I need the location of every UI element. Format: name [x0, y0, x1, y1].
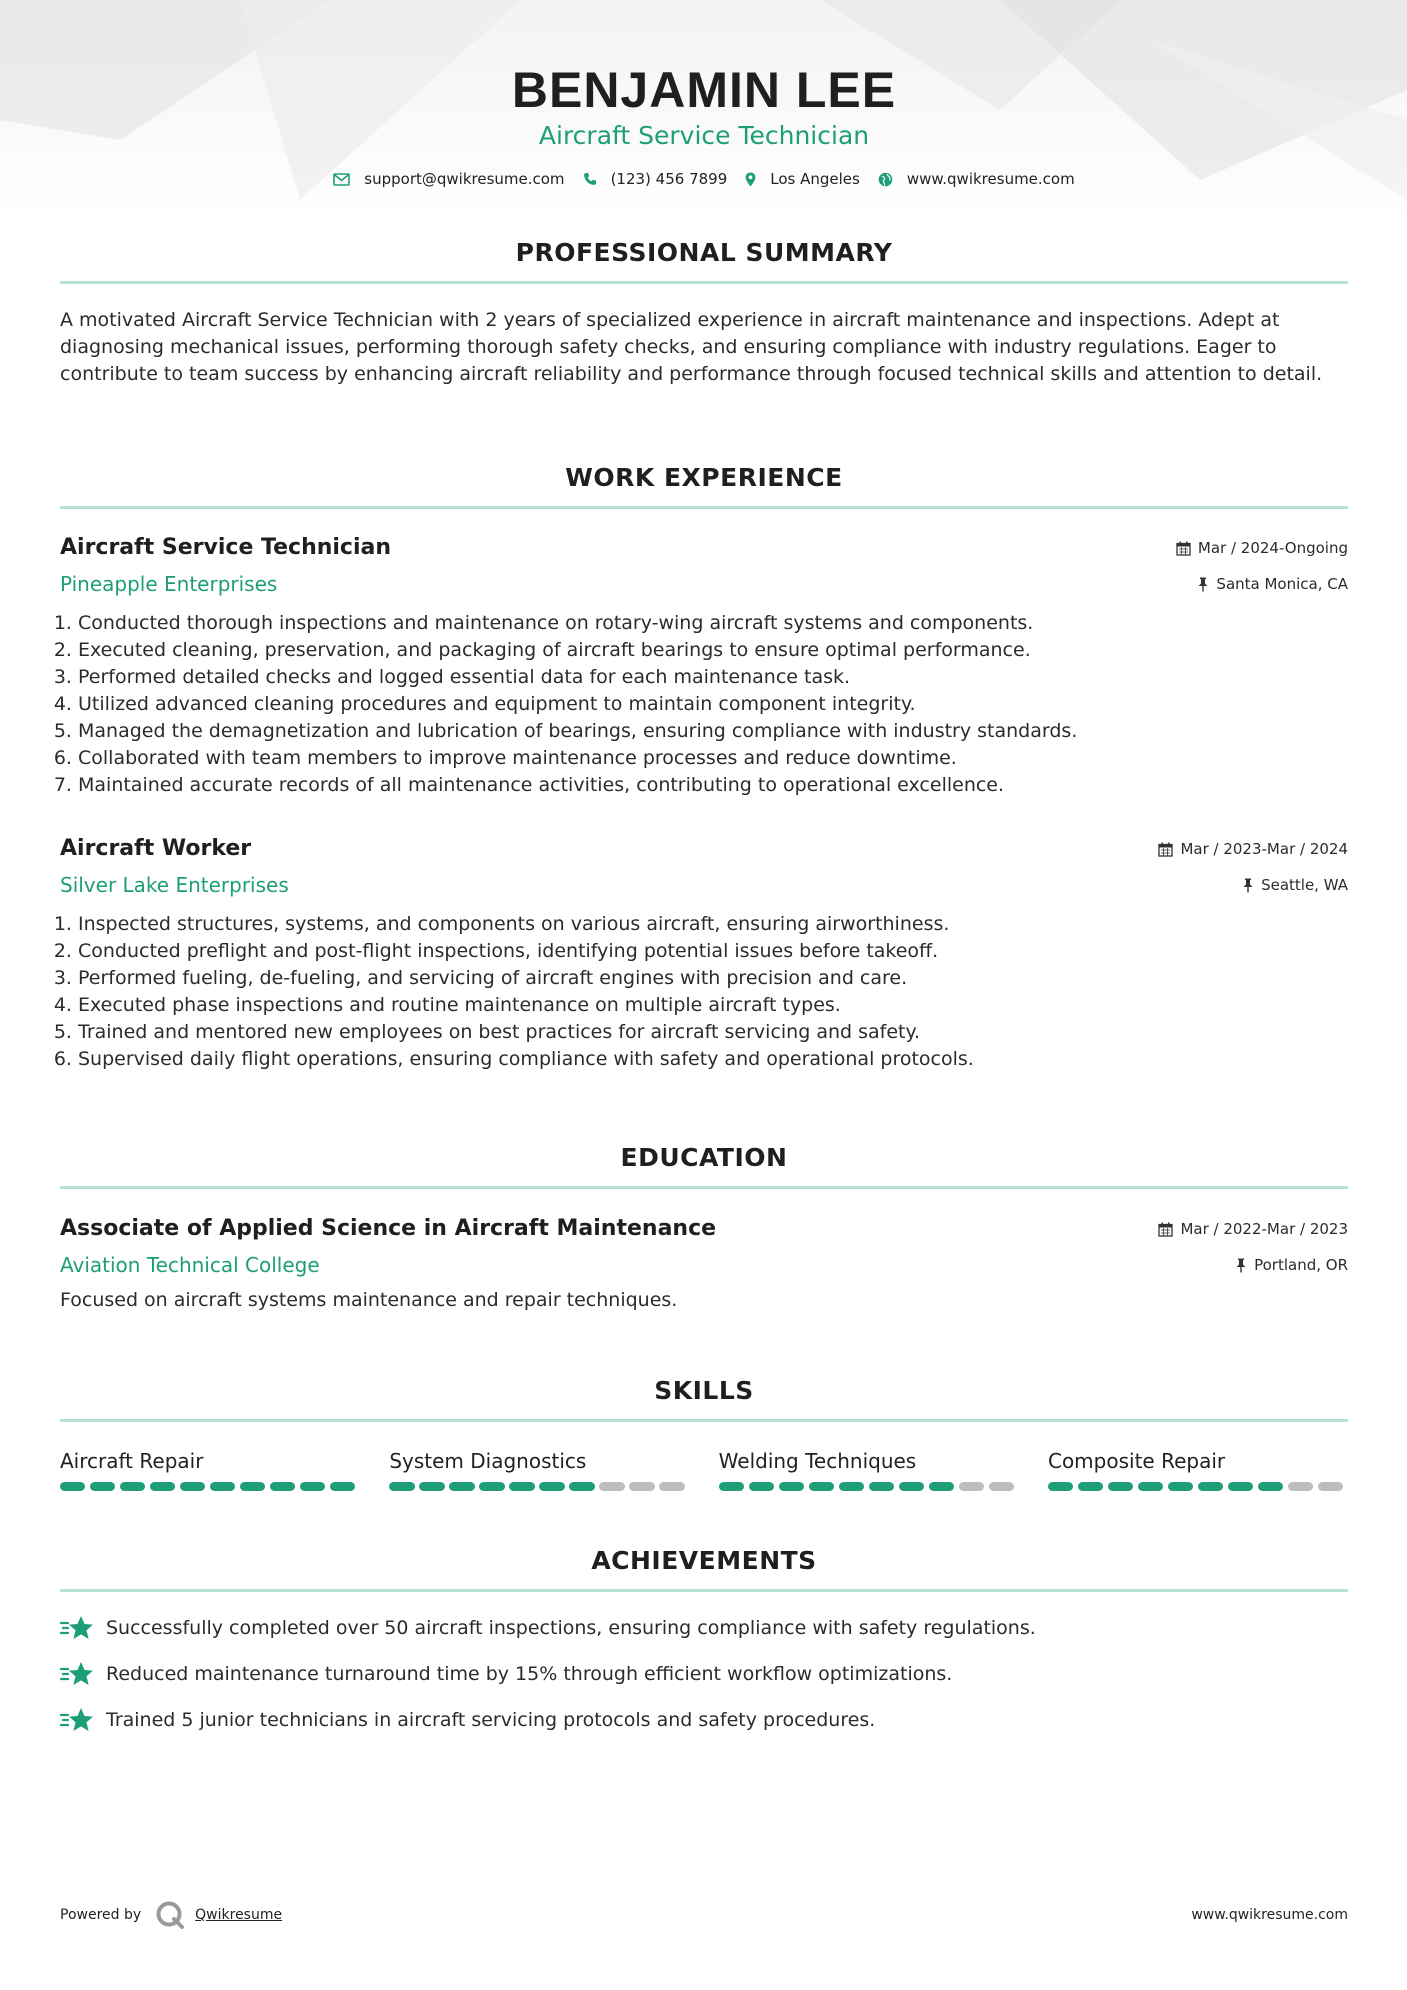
list-item: 6. Collaborated with team members to improve maintenance processes and reduce downtime. [78, 745, 1348, 772]
skill-dot [959, 1482, 984, 1491]
pushpin-icon [1235, 1258, 1247, 1273]
skill-item [60, 1448, 360, 1491]
education-dates-text: Mar / 2022-Mar / 2023 [1180, 1220, 1348, 1238]
job-location-text: Seattle, WA [1261, 876, 1348, 894]
skill-dot [809, 1482, 834, 1491]
skill-dot [1048, 1482, 1073, 1491]
school-name: Aviation Technical College [60, 1253, 320, 1277]
job-entry [60, 835, 1348, 1073]
achievement-text: Trained 5 junior technicians in aircraft servicing protocols and safety procedures. [106, 1708, 876, 1731]
star-icon [60, 1614, 94, 1642]
location-text: Los Angeles [770, 170, 860, 188]
summary-text: A motivated Aircraft Service Technician with 2 years of specialized experience in aircraft maintenance and inspections. Adept at diagnosing mechanical issues, performing thorough safety checks, and ensuring compliance with industry regulations. Eager to contribute to team success by enhancing aircraft reliability and performance through focused technical skills and attention to detail. [60, 309, 1323, 385]
skill-dot [1198, 1482, 1223, 1491]
section-divider [60, 1186, 1348, 1189]
calendar-icon [1158, 1222, 1173, 1237]
skill-dot [899, 1482, 924, 1491]
pushpin-icon [1242, 878, 1254, 893]
list-item: 1. Inspected structures, systems, and components on various aircraft, ensuring airworthiness. [78, 911, 1348, 938]
section-divider [60, 1589, 1348, 1592]
star-icon [60, 1660, 94, 1688]
skill-name: Aircraft Repair [60, 1449, 204, 1473]
skill-dot [989, 1482, 1014, 1491]
achievement-item [60, 1706, 1348, 1734]
skill-dot [300, 1482, 325, 1491]
job-dates [1176, 539, 1348, 557]
skill-dot [839, 1482, 864, 1491]
job-location-text: Santa Monica, CA [1216, 575, 1348, 593]
section-title-experience: WORK EXPERIENCE [565, 463, 843, 492]
section-title-summary: PROFESSIONAL SUMMARY [515, 238, 893, 267]
skill-rating [719, 1482, 1019, 1491]
contact-website[interactable] [878, 170, 1075, 188]
skill-dot [929, 1482, 954, 1491]
list-item: 6. Supervised daily flight operations, ensuring compliance with safety and operational protocols. [78, 1046, 1348, 1073]
skill-item [719, 1448, 1019, 1491]
page-footer [60, 1900, 1348, 1930]
skill-dot [150, 1482, 175, 1491]
skill-dot [869, 1482, 894, 1491]
contact-bar [60, 170, 1348, 188]
skill-dot [240, 1482, 265, 1491]
pushpin-icon [1197, 577, 1209, 592]
skill-dot [210, 1482, 235, 1491]
section-divider [60, 1419, 1348, 1422]
skill-dot [629, 1482, 654, 1491]
skill-rating [1048, 1482, 1348, 1491]
skill-dot [120, 1482, 145, 1491]
skill-dot [330, 1482, 355, 1491]
list-item: 3. Performed detailed checks and logged essential data for each maintenance task. [78, 664, 1348, 691]
skill-dot [1108, 1482, 1133, 1491]
envelope-icon [333, 173, 350, 186]
skill-rating [60, 1482, 360, 1491]
skill-item [1048, 1448, 1348, 1491]
email-text: support@qwikresume.com [364, 170, 565, 188]
skill-dot [1318, 1482, 1343, 1491]
list-item: 4. Executed phase inspections and routine maintenance on multiple aircraft types. [78, 992, 1348, 1019]
experience-section [60, 462, 1348, 509]
qwikresume-logo-icon [155, 1900, 185, 1930]
star-icon [60, 1706, 94, 1734]
skill-dot [419, 1482, 444, 1491]
contact-email[interactable] [333, 170, 564, 188]
skill-dot [270, 1482, 295, 1491]
achievement-item [60, 1660, 1348, 1688]
skills-list [60, 1448, 1348, 1491]
brand-link[interactable]: Qwikresume [195, 1907, 283, 1923]
skills-section [60, 1375, 1348, 1491]
skill-dot [1228, 1482, 1253, 1491]
achievement-text: Reduced maintenance turnaround time by 15% through efficient workflow optimizations. [106, 1662, 953, 1685]
phone-text: (123) 456 7899 [610, 170, 728, 188]
candidate-role: Aircraft Service Technician [538, 121, 870, 150]
skill-dot [1168, 1482, 1193, 1491]
website-text: www.qwikresume.com [906, 170, 1075, 188]
company-name: Silver Lake Enterprises [60, 873, 289, 897]
education-section [60, 1142, 1348, 1189]
education-dates [1158, 1220, 1348, 1238]
calendar-icon [1176, 541, 1191, 556]
skill-dot [749, 1482, 774, 1491]
skill-dot [479, 1482, 504, 1491]
skill-name: Composite Repair [1047, 1449, 1226, 1473]
section-divider [60, 506, 1348, 509]
section-title-skills: SKILLS [654, 1376, 754, 1405]
powered-by [60, 1900, 282, 1930]
skill-dot [449, 1482, 474, 1491]
education-location [1235, 1256, 1348, 1274]
job-bullets [60, 610, 1348, 799]
achievements-list [60, 1614, 1348, 1734]
skill-dot [60, 1482, 85, 1491]
skill-dot [1288, 1482, 1313, 1491]
job-location [1197, 575, 1348, 593]
globe-icon [878, 172, 893, 187]
contact-location [745, 170, 860, 188]
skill-dot [659, 1482, 684, 1491]
resume-header [60, 62, 1348, 188]
job-title: Aircraft Service Technician [60, 535, 392, 560]
contact-phone[interactable] [583, 170, 728, 188]
achievements-section [60, 1545, 1348, 1752]
footer-website[interactable]: www.qwikresume.com [1191, 1907, 1348, 1923]
job-entry [60, 534, 1348, 799]
job-title: Aircraft Worker [60, 836, 252, 861]
map-pin-icon [745, 172, 756, 187]
skill-dot [539, 1482, 564, 1491]
candidate-name: BENJAMIN LEE [511, 62, 897, 118]
degree-title: Associate of Applied Science in Aircraft Maintenance [60, 1216, 717, 1241]
skill-dot [1138, 1482, 1163, 1491]
skill-dot [180, 1482, 205, 1491]
job-dates-text: Mar / 2024-Ongoing [1197, 539, 1348, 557]
job-dates [1158, 840, 1348, 858]
skill-name: System Diagnostics [389, 1449, 587, 1473]
summary-section [60, 237, 1348, 388]
list-item: 4. Utilized advanced cleaning procedures and equipment to maintain component integrity. [78, 691, 1348, 718]
skill-name: Welding Techniques [718, 1449, 917, 1473]
achievement-text: Successfully completed over 50 aircraft inspections, ensuring compliance with safety regulations. [106, 1616, 1036, 1639]
education-description: Focused on aircraft systems maintenance and repair techniques. [60, 1289, 678, 1311]
list-item: 1. Conducted thorough inspections and maintenance on rotary-wing aircraft systems and components. [78, 610, 1348, 637]
job-location [1242, 876, 1348, 894]
skill-dot [779, 1482, 804, 1491]
list-item: 2. Executed cleaning, preservation, and packaging of aircraft bearings to ensure optimal performance. [78, 637, 1348, 664]
company-name: Pineapple Enterprises [60, 572, 278, 596]
list-item: 3. Performed fueling, de-fueling, and servicing of aircraft engines with precision and care. [78, 965, 1348, 992]
skill-dot [90, 1482, 115, 1491]
list-item: 2. Conducted preflight and post-flight inspections, identifying potential issues before takeoff. [78, 938, 1348, 965]
achievement-item [60, 1614, 1348, 1642]
list-item: 5. Managed the demagnetization and lubrication of bearings, ensuring compliance with industry standards. [78, 718, 1348, 745]
list-item: 7. Maintained accurate records of all maintenance activities, contributing to operational excellence. [78, 772, 1348, 799]
list-item: 5. Trained and mentored new employees on best practices for aircraft servicing and safety. [78, 1019, 1348, 1046]
powered-by-label: Powered by [60, 1907, 142, 1923]
skill-rating [389, 1482, 689, 1491]
skill-dot [719, 1482, 744, 1491]
section-divider [60, 281, 1348, 284]
education-entry [60, 1215, 1348, 1314]
job-dates-text: Mar / 2023-Mar / 2024 [1180, 840, 1348, 858]
skill-dot [1258, 1482, 1283, 1491]
skill-dot [1078, 1482, 1103, 1491]
skill-dot [389, 1482, 414, 1491]
skill-dot [599, 1482, 624, 1491]
phone-icon [583, 172, 597, 186]
skill-item [389, 1448, 689, 1491]
job-bullets [60, 911, 1348, 1073]
section-title-achievements: ACHIEVEMENTS [591, 1546, 817, 1575]
education-location-text: Portland, OR [1254, 1256, 1348, 1274]
skill-dot [569, 1482, 594, 1491]
skill-dot [509, 1482, 534, 1491]
calendar-icon [1158, 842, 1173, 857]
section-title-education: EDUCATION [620, 1143, 788, 1172]
